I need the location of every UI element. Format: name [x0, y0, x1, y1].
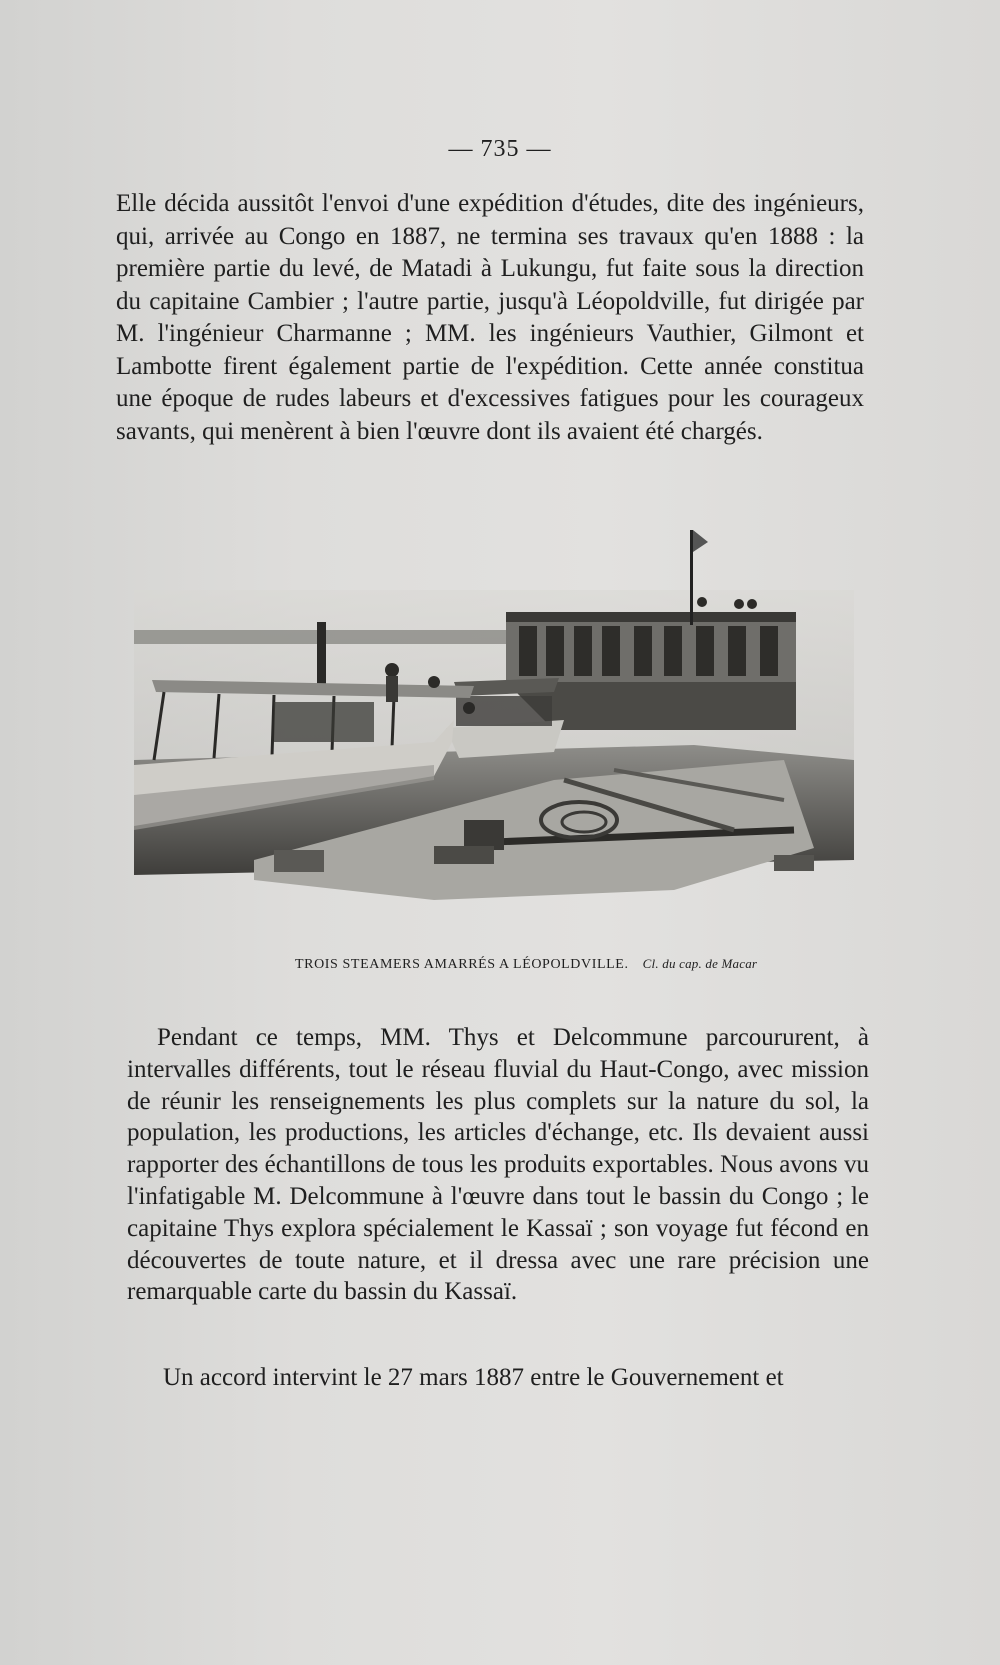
figure-caption [295, 956, 875, 973]
page-number: — 735 — [448, 136, 552, 162]
paragraph-2: Pendant ce temps, MM. Thys et Delcommune parcoururent, à intervalles différents, tout le réseau fluvial du Haut-Congo, avec mission de réunir les renseignements les plus complets sur la nature du sol, la population, les productions, les articles d'échange, etc. Ils devaient aussi rapporter des échantillons de tous les produits exportables. Nous avons vu l'infatigable M. Delcommune à l'œuvre dans tout le bassin du Congo ; le capitaine Thys explora spécialement le Kassaï ; son voyage fut fécond en découvertes de toute nature, et il dressa avec une rare précision une remarquable carte du bassin du Kassaï. [127, 1024, 869, 1306]
paragraph-3: Un accord intervint le 27 mars 1887 entre le Gouvernement et [163, 1364, 784, 1391]
photo-illustration [134, 530, 854, 950]
figure-caption-title: TROIS STEAMERS AMARRÉS A LÉOPOLDVILLE. [295, 957, 629, 972]
paragraph-1: Elle décida aussitôt l'envoi d'une expédition d'études, dite des ingénieurs, qui, arrivée au Congo en 1887, ne termina ses travaux qu'en 1888 : la première partie du levé, de Matadi à Lukungu, fut faite sous la direction du capitaine Cambier ; l'autre partie, jusqu'à Léopoldville, fut dirigée par M. l'ingénieur Charmanne ; MM. les ingénieurs Vauthier, Gilmont et Lambotte firent également partie de l'expédition. Cette année constitua une époque de rudes labeurs et d'excessives fatigues pour les courageux savants, qui menèrent à bien l'œuvre dont ils avaient été chargés. [116, 190, 864, 445]
photo-three-steamers [134, 530, 854, 950]
figure-photo-credit: Cl. du cap. de Macar [642, 956, 758, 971]
